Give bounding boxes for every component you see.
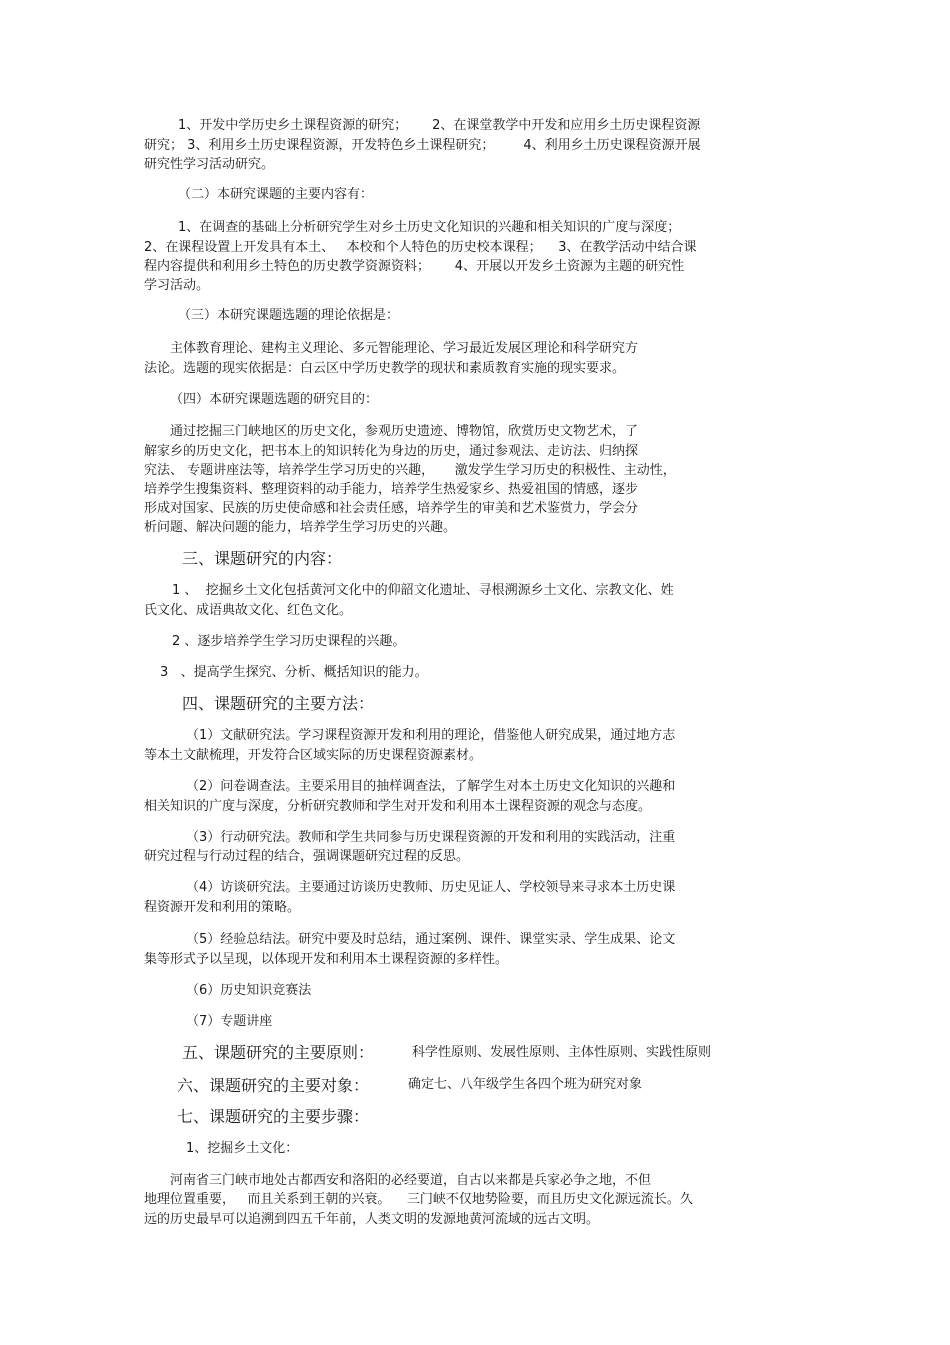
text-line: 3 、提高学生探究、分析、概括知识的能力。	[160, 665, 428, 680]
text-line: 1 、 挖掘乡土文化包括黄河文化中的仰韶文化遗址、寻根溯源乡土文化、宗教文化、姓	[172, 583, 674, 598]
text-line: 培养学生搜集资料、整理资料的动手能力，培养学生热爱家乡、热爱祖国的情感，逐步	[144, 482, 639, 497]
text-line: （1）文献研究法。学习课程资源开发和利用的理论，借鉴他人研究成果，通过地方志	[186, 728, 676, 743]
text-line: 法论。选题的现实依据是：白云区中学历史教学的现状和素质教育实施的现实要求。	[144, 361, 626, 376]
section-heading: 三、课题研究的内容：	[182, 549, 343, 568]
text-line: 氏文化、成语典故文化、红色文化。	[144, 603, 353, 618]
text-line: （6）历史知识竞赛法	[186, 983, 312, 998]
section-heading: 五、课题研究的主要原则：	[182, 1043, 375, 1062]
text-line: 科学性原则、发展性原则、主体性原则、实践性原则	[412, 1045, 712, 1060]
text-line: 2 、逐步培养学生学习历史课程的兴趣。	[172, 634, 406, 649]
section-subheading: （四）本研究课题选题的研究目的：	[170, 392, 379, 407]
section-subheading: （二）本研究课题的主要内容有：	[178, 187, 374, 202]
text-line: 河南省三门峡市地处古都西安和洛阳的必经要道，自古以来都是兵家必争之地，不但	[170, 1173, 652, 1188]
text-line: 1、挖掘乡土文化：	[186, 1141, 299, 1156]
text-line: 研究； 3、利用乡土历史课程资源，开发特色乡土课程研究； 4、利用乡土历史课程资源开展	[144, 138, 701, 153]
text-line: 集等形式予以呈现，以体现开发和利用本土课程资源的多样性。	[144, 952, 509, 967]
text-line: （3）行动研究法。教师和学生共同参与历史课程资源的开发和利用的实践活动，注重	[186, 830, 676, 845]
section-heading: 七、课题研究的主要步骤：	[177, 1107, 370, 1126]
text-line: 程内容提供和利用乡土特色的历史教学资源资料； 4、开展以开发乡土资源为主题的研究性	[144, 259, 685, 274]
text-line: 相关知识的广度与深度，分析研究教师和学生对开发和利用本土课程资源的观念与态度。	[144, 799, 652, 814]
text-line: 学习活动。	[144, 278, 210, 293]
text-line: 地理位置重要， 而且关系到王朝的兴衰。 三门峡不仅地势险要，而且历史文化源远流长。久	[144, 1192, 693, 1207]
text-line: 通过挖掘三门峡地区的历史文化，参观历史遗迹、博物馆，欣赏历史文物艺术，了	[170, 424, 639, 439]
text-line: 形成对国家、民族的历史使命感和社会责任感，培养学生的审美和艺术鉴赏力，学会分	[144, 501, 639, 516]
text-line: 远的历史最早可以追溯到四五千年前，人类文明的发源地黄河流域的远古文明。	[144, 1212, 600, 1227]
text-line: 解家乡的历史文化，把书本上的知识转化为身边的历史，通过参观法、走访法、归纳探	[144, 444, 639, 459]
section-subheading: （三）本研究课题选题的理论依据是：	[178, 308, 400, 323]
text-line: 研究性学习活动研究。	[144, 157, 275, 172]
text-line: 确定七、八年级学生各四个班为研究对象	[408, 1077, 643, 1092]
text-line: 主体教育理论、建构主义理论、多元智能理论、学习最近发展区理论和科学研究方	[170, 341, 639, 356]
text-line: （4）访谈研究法。主要通过访谈历史教师、历史见证人、学校领导来寻求本土历史课	[186, 880, 676, 895]
text-line: 程资源开发和利用的策略。	[144, 900, 301, 915]
text-line: 2、在课程设置上开发具有本土、 本校和个人特色的历史校本课程； 3、在教学活动中结合课	[144, 240, 697, 255]
text-line: 等本土文献梳理，开发符合区域实际的历史课程资源素材。	[144, 748, 483, 763]
text-line: 析问题、解决问题的能力，培养学生学习历史的兴趣。	[144, 520, 457, 535]
text-line: 究法、 专题讲座法等，培养学生学习历史的兴趣， 激发学生学习历史的积极性、主动性，	[144, 463, 676, 478]
text-line: （2）问卷调查法。主要采用目的抽样调查法，了解学生对本土历史文化知识的兴趣和	[186, 779, 676, 794]
section-heading: 四、课题研究的主要方法：	[182, 694, 375, 713]
text-line: 研究过程与行动过程的结合，强调课题研究过程的反思。	[144, 849, 470, 864]
text-line: 1、开发中学历史乡土课程资源的研究； 2、在课堂教学中开发和应用乡土历史课程资源	[178, 118, 701, 133]
text-line: （7）专题讲座	[186, 1014, 273, 1029]
text-line: （5）经验总结法。研究中要及时总结，通过案例、课件、课堂实录、学生成果、论文	[186, 932, 676, 947]
text-line: 1、在调查的基础上分析研究学生对乡土历史文化知识的兴趣和相关知识的广度与深度；	[178, 220, 681, 235]
section-heading: 六、课题研究的主要对象：	[177, 1076, 370, 1095]
